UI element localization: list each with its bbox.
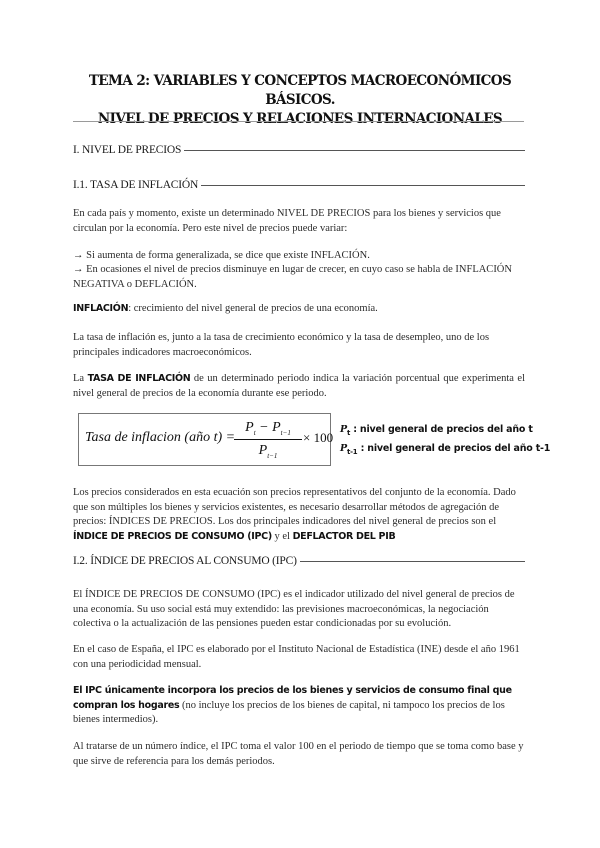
text-run: (no incluye los precios de los bienes de capital, ni tampoco los precios de los bienes intermedios). [73,699,505,725]
text-run: de un determinado periodo indica la variación porcentual que experimenta el nivel general de precios de la economía durante ese periodo. [73,373,526,399]
section-heading-ipc [73,555,525,567]
symbol-p: P [340,443,347,454]
subscript: t-1 [346,447,358,456]
formula-denominator [234,441,302,461]
paragraph-ine: En el caso de España, el IPC es elaborado por el Instituto Nacional de Estadística (INE) desde el año 1961 con una periodicidad mensual. [73,644,520,670]
heading-underline [300,561,525,562]
text-run: Los precios considerados en esta ecuación son precios representativos del conjunto de la economía. Dado que son múltiples los bienes y servicios existentes, es necesario desarrollar métodos de agregación de precios: ÍNDICES DE PRECIOS. Los dos principales indicadores del nivel general de precios son el [73,487,516,527]
formula-lhs: Tasa de inflacion (año t) = [85,430,236,445]
subscript: t [346,428,351,437]
minus-sign: − [255,420,273,435]
term-ipc: ÍNDICE DE PRECIOS DE CONSUMO (IPC) [73,530,272,542]
heading-underline [184,150,525,151]
subscript: t [253,428,256,437]
symbol-p: P [258,443,268,458]
bullet-inflacion: → Si aumenta de forma generalizada, se dice que existe INFLACIÓN. [73,250,370,261]
formula-times-100: × 100 [303,430,334,445]
formula-fraction [234,418,302,461]
definition-inflacion [73,302,525,317]
paragraph-indices-precios [73,486,525,544]
text-run: y el [271,530,293,542]
legend-text: : nivel general de precios del año t [350,424,533,435]
definition-term: INFLACIÓN [73,303,129,314]
section-heading-text: I.2. ÍNDICE DE PRECIOS AL CONSUMO (IPC) [73,555,297,567]
paragraph-ipc-definicion: El ÍNDICE DE PRECIOS DE CONSUMO (IPC) es el indicador utilizado del nivel general de precios de una economía. Su uso social está muy extendido: las previsiones macroeconómicas, la negociación colectiva o la actualización de las pensiones pueden estar condicionadas por su evolución. [73,589,515,629]
term-tasa-inflacion: TASA DE INFLACIÓN [87,373,191,384]
paragraph-indicadores: La tasa de inflación es, junto a la tasa de crecimiento económico y la tasa de desempleo, uno de los principales indicadores macroeconómicos. [73,332,490,358]
subscript: t−1 [280,428,291,437]
section-heading-tasa-inflacion [73,179,525,191]
subscript: t−1 [267,451,278,460]
term-deflactor: DEFLACTOR DEL PIB [292,530,396,542]
symbol-p: P [340,424,347,435]
paragraph-tasa-inflacion [73,372,525,401]
paragraph-ipc-hogares [73,684,525,728]
bullet-deflacion: → En ocasiones el nivel de precios disminuye en lugar de crecer, en cuyo caso se habla de INFLACIÓN NEGATIVA o DEFLACIÓN. [73,264,512,290]
heading-underline [201,185,525,186]
ipc-hogares-bold: El IPC únicamente incorpora los precios de los bienes y servicios de consumo final que compran los hogares [73,685,512,711]
fraction-bar [234,439,302,440]
symbol-p: P [245,420,254,435]
title-rule [73,121,524,122]
section-heading-nivel-precios [73,144,525,156]
legend-pt-1 [340,443,550,456]
title-line-2: NIVEL DE PRECIOS Y RELACIONES INTERNACIONALES [97,111,503,127]
definition-text: : crecimiento del nivel general de precios de una economía. [128,303,378,314]
paragraph-nivel-precios: En cada país y momento, existe un determinado NIVEL DE PRECIOS para los bienes y servicios que circulan por la economía. Pero este nivel de precios puede variar: [73,208,501,234]
text-run: La [73,373,88,384]
legend-pt [340,424,533,437]
section-heading-text: I. NIVEL DE PRECIOS [73,144,182,156]
paragraph-numero-indice: Al tratarse de un número índice, el IPC toma el valor 100 en el periodo de tiempo que se toma como base y que sirve de referencia para los demás periodos. [73,741,524,767]
legend-text: : nivel general de precios del año t-1 [357,443,551,454]
inflation-formula [78,413,334,466]
title-line-1: TEMA 2: VARIABLES Y CONCEPTOS MACROECONÓMICOS BÁSICOS. [88,73,512,108]
formula-numerator [234,418,302,438]
symbol-p: P [272,420,281,435]
section-heading-text: I.1. TASA DE INFLACIÓN [73,179,199,191]
